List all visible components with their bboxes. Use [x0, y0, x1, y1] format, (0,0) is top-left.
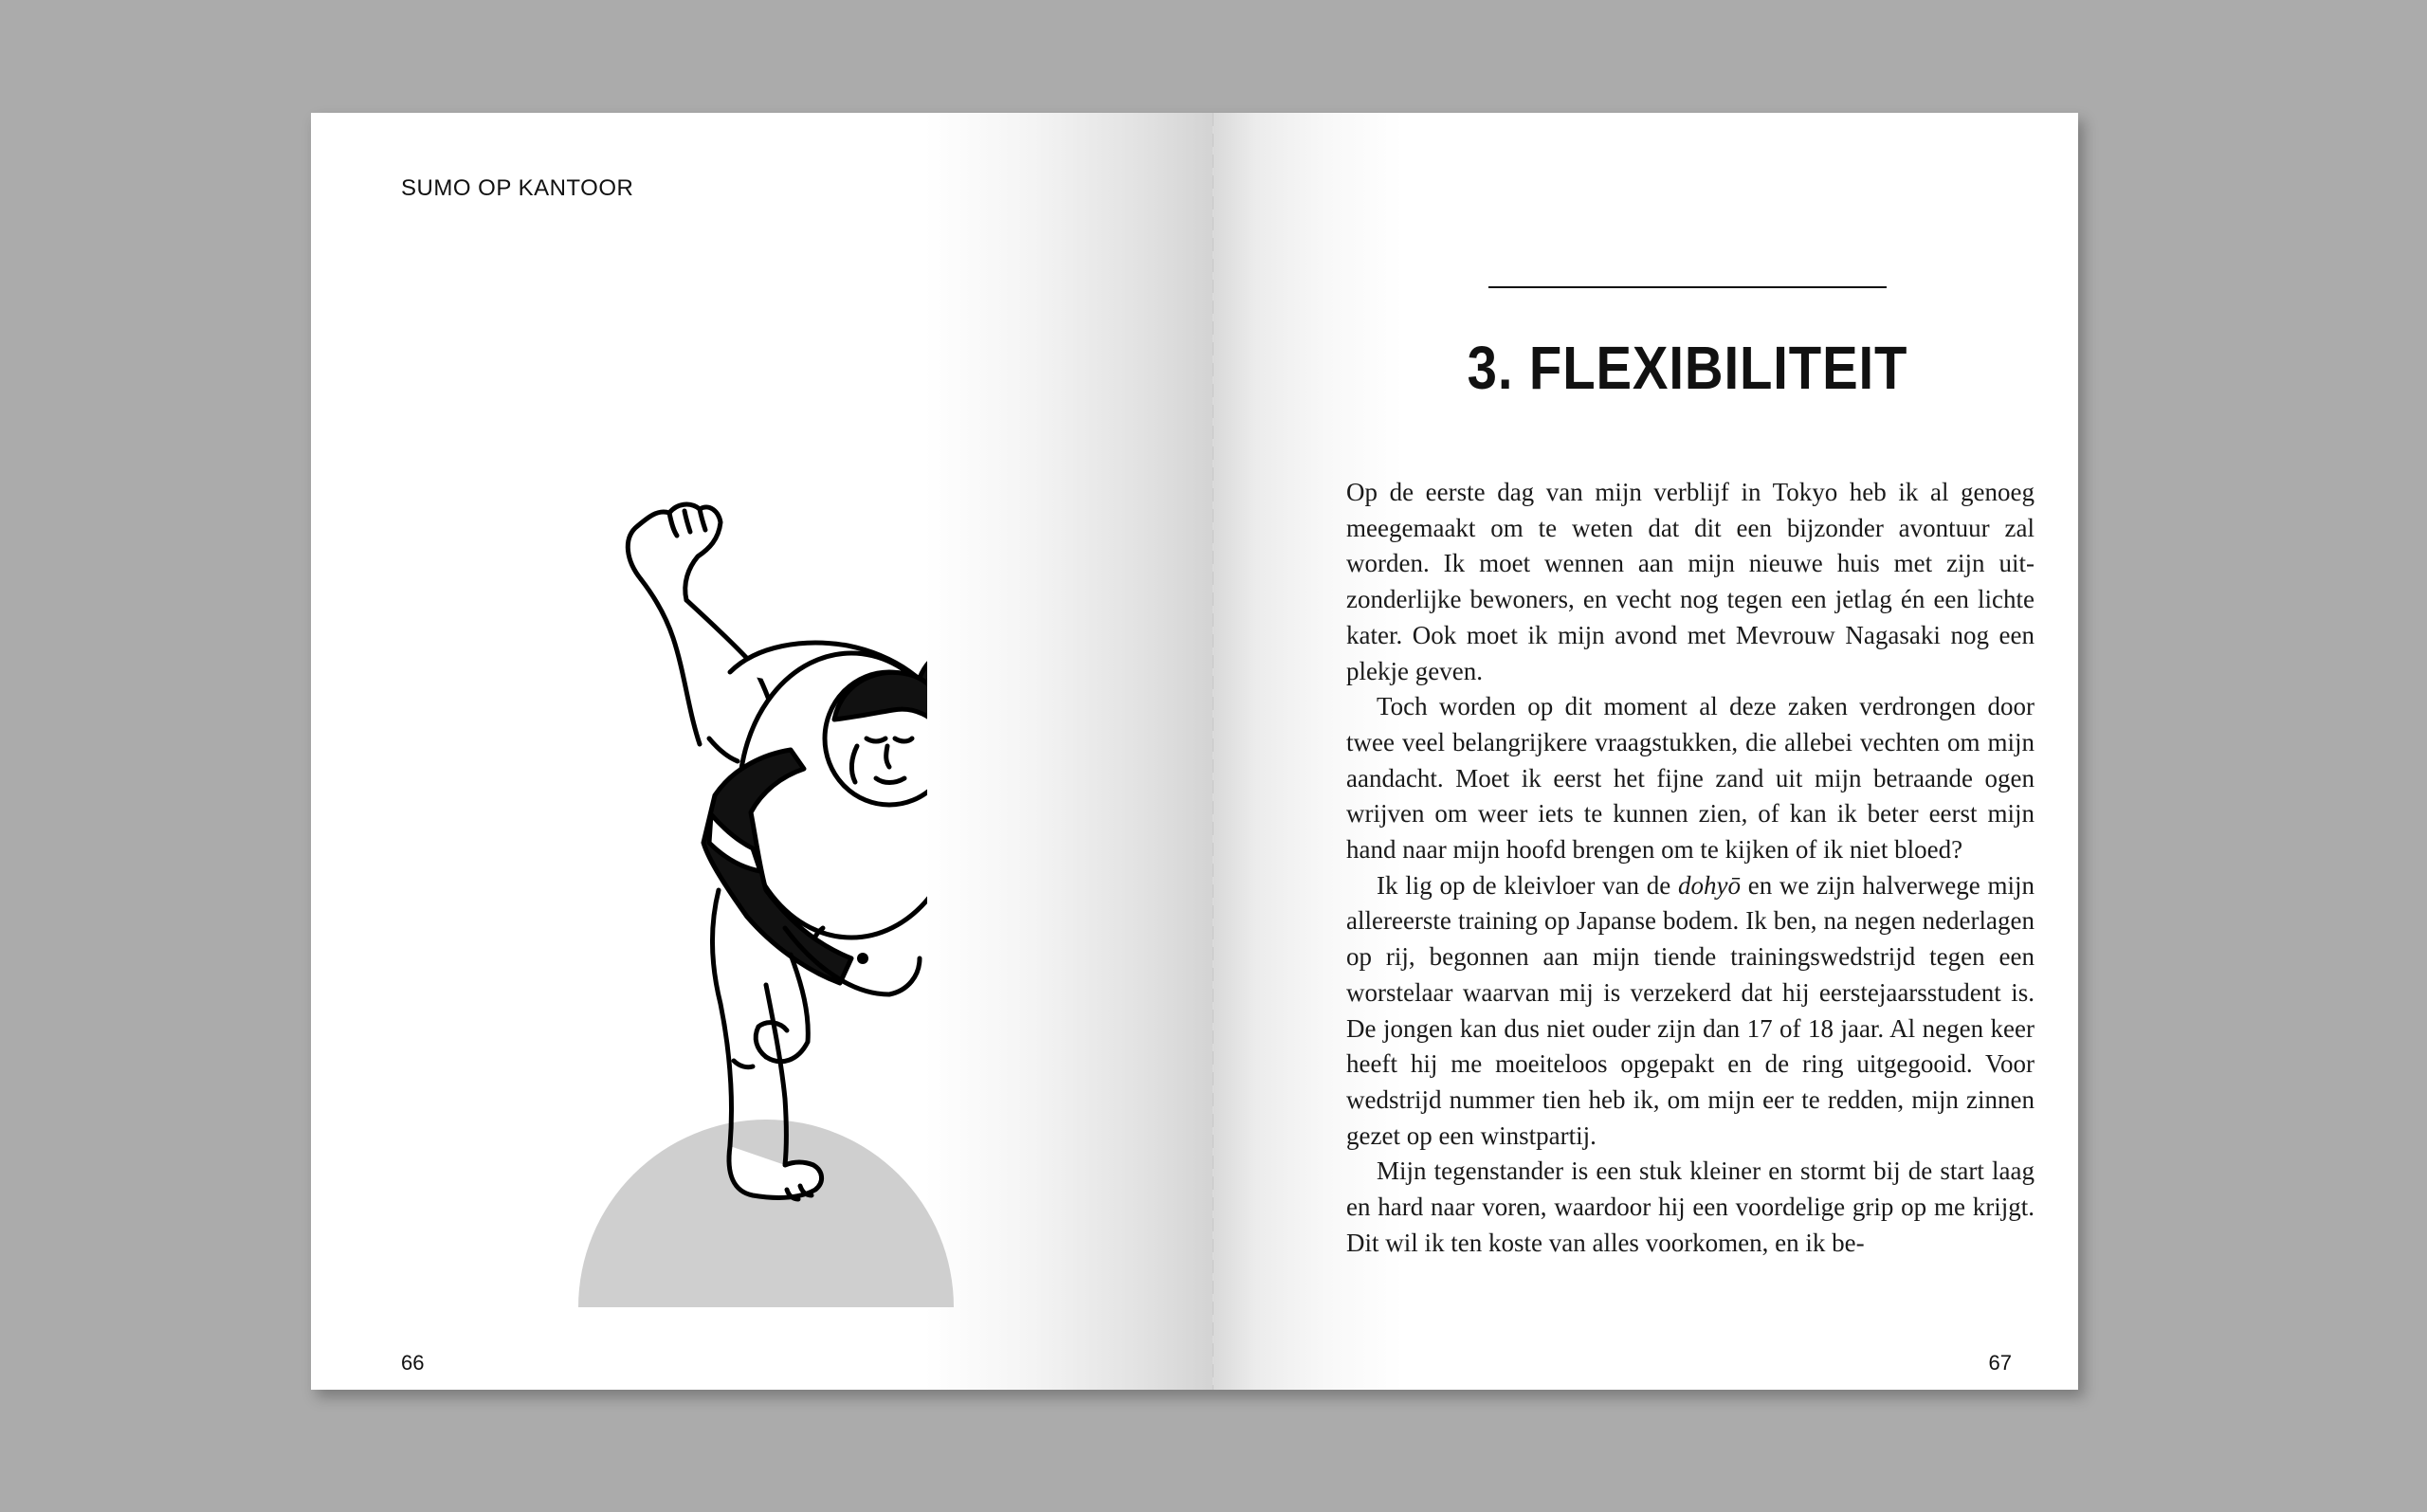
body-text [1346, 475, 2035, 1261]
paragraph-text: en we zijn halverwege mijn allereerste training op Japanse bodem. Ik ben, na negen nederlagen op rij, begonnen aan mijn tiende trainingswedstrijd tegen een worstelaar waarvan mij is verzekerd dat hij eerstejaarsstudent is. De jongen kan dus niet ouder zijn dan 17 of 18 jaar. Al negen keer heeft hij me moeiteloos opgepakt en de ring uitgegooid. Voor wedstrijd nummer tien heb ik, om mijn eer te redden, mijn zinnen gezet op een winstpartij. [1346, 870, 2035, 1150]
paragraph-text: Ik lig op de kleivloer van de [1377, 870, 1678, 900]
left-page [311, 113, 1214, 1390]
right-page [1214, 113, 2078, 1390]
paragraph [1346, 868, 2035, 1155]
paragraph [1346, 475, 2035, 689]
sumo-wrestler-illustration [567, 397, 927, 1390]
paragraph-text: Toch worden op dit moment al deze zaken verdrongen door twee veel belangrijkere vraagstukken, die allebei vechten om mijn aandacht. Moet ik eerst het fijne zand uit mijn betraande ogen wrijven om weer iets te kunnen zien, of kan ik beter eerst mijn hand naar mijn hoofd brengen om te kijken of ik niet bloed? [1346, 692, 2035, 865]
chapter-rule [1488, 286, 1887, 288]
running-head: SUMO OP KANTOOR [401, 175, 634, 201]
chapter-title: 3. FLEXIBILITEIT [1467, 334, 1908, 402]
paragraph-text: Mijn tegenstander is een stuk kleiner en stormt bij de start laag en hard naar voren, waardoor hij een voordelige grip op me krijgt. Dit wil ik ten koste van alles voorkomen, en ik be- [1346, 1157, 2035, 1257]
page-number-right: 67 [1988, 1351, 2012, 1375]
paragraph-text: Op de eerste dag van mijn verblijf in Tokyo heb ik al genoeg meegemaakt om te weten dat dit een bijzonder avontuur zal worden. Ik moet wennen aan mijn nieuwe huis met zijn uitzonderlijke bewoners, en vecht nog tegen een jetlag én een lichte kater. Ook moet ik mijn avond met Mevrouw Nagasaki nog een plekje geven. [1346, 478, 2035, 685]
open-book [311, 113, 2078, 1390]
paragraph [1346, 689, 2035, 868]
paragraph [1346, 1154, 2035, 1261]
italic-term: dohyō [1678, 870, 1741, 900]
page-number-left: 66 [401, 1351, 425, 1375]
